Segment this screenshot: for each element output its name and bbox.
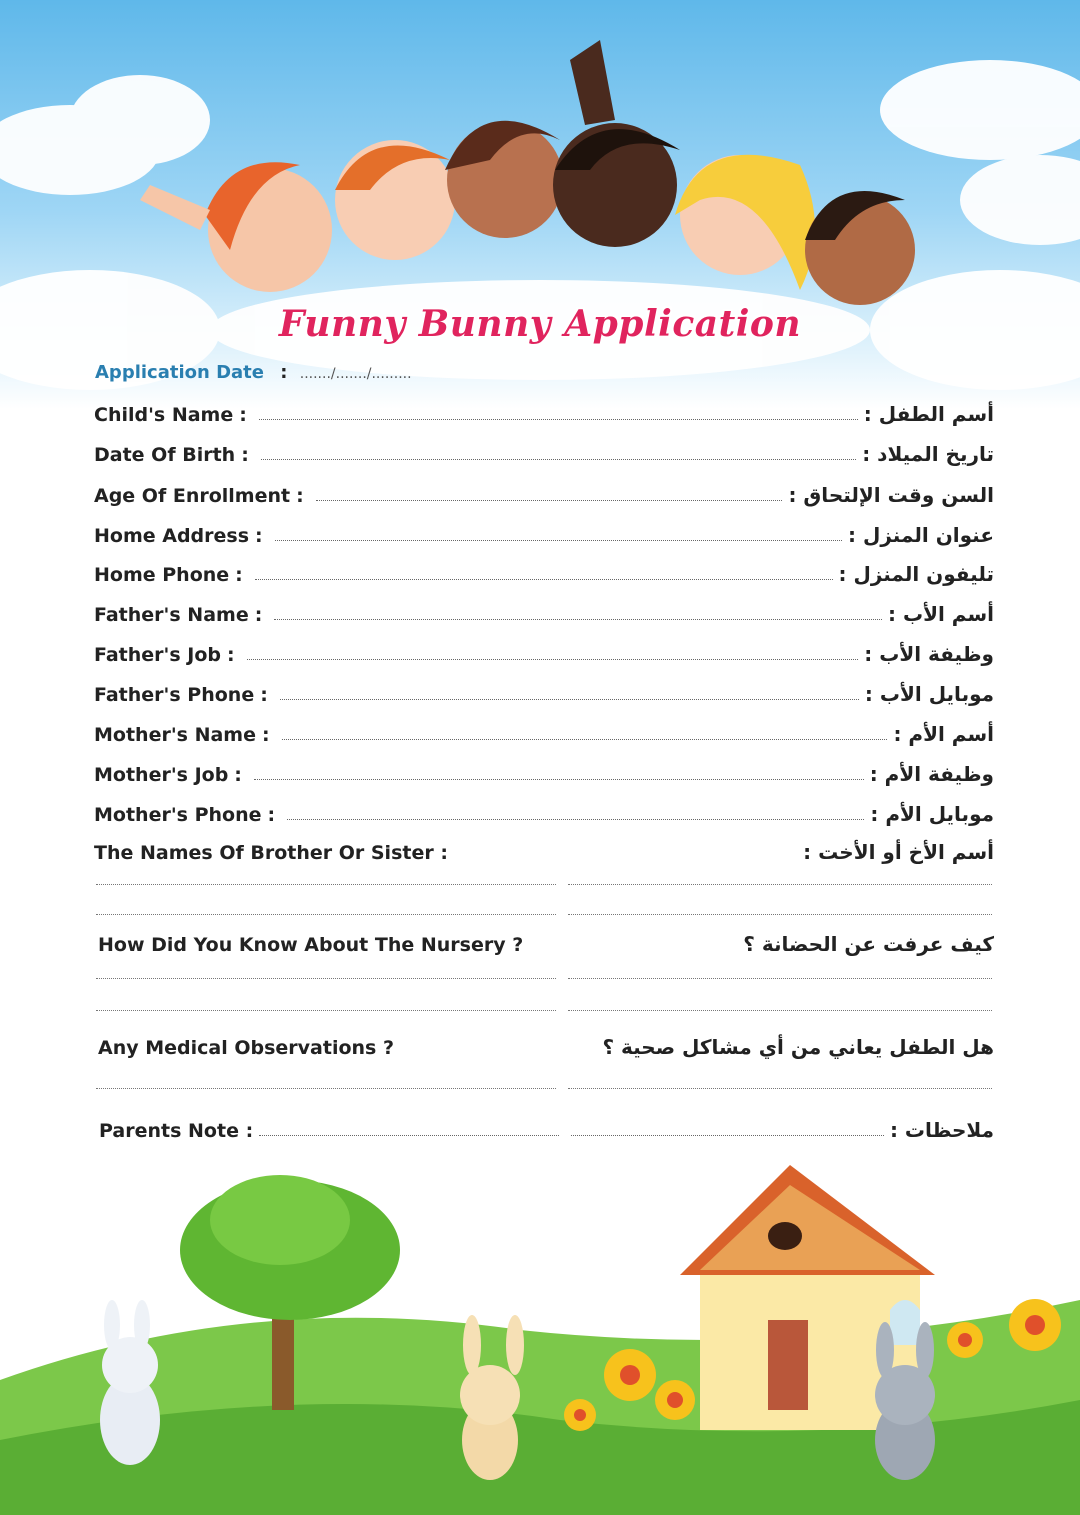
field-label-en: Home Phone [94,564,230,586]
field-label-ar: السن وقت الإلتحاق : [788,483,994,507]
field-input[interactable] [254,779,864,780]
application-date-field[interactable]: ......./......./......... [299,366,412,382]
colon: : [227,644,235,666]
field-row-date-of-birth [94,440,994,466]
medical-line[interactable] [568,1088,992,1089]
field-label-ar: وظيفة الأب : [864,642,994,666]
application-date-label: Application Date [95,362,264,383]
nursery-label-ar: كيف عرفت عن الحضانة ؟ [743,932,994,956]
colon: : [235,564,243,586]
notes-input[interactable] [259,1135,559,1136]
field-input[interactable] [282,739,888,740]
siblings-line[interactable] [96,884,556,885]
field-label-en: Date Of Birth [94,444,236,466]
field-input[interactable] [261,459,856,460]
field-label-en: Mother's Job [94,764,229,786]
field-row-childs-name [94,400,994,426]
field-label-ar: عنوان المنزل : [848,523,994,547]
field-label-ar: موبايل الأم : [870,802,994,826]
siblings-row [94,840,994,864]
field-label-ar: أسم الطفل : [863,402,994,426]
nursery-line[interactable] [96,1010,556,1011]
field-label-en: Father's Phone [94,684,255,706]
field-label-en: Home Address [94,525,250,547]
siblings-line[interactable] [568,914,992,915]
siblings-label-ar: أسم الأخ أو الأخت : [803,840,994,864]
siblings-label-en: The Names Of Brother Or Sister : [94,842,448,864]
children-illustration [140,40,915,305]
field-input[interactable] [287,819,864,820]
parents-note-row [99,1116,994,1142]
field-input[interactable] [316,500,783,501]
field-label-ar: أسم الأم : [893,722,994,746]
field-row-home-phone [94,560,994,586]
medical-label-ar: هل الطفل يعاني من أي مشاكل صحية ؟ [602,1035,994,1059]
field-row-home-address [94,521,994,547]
field-row-mothers-phone [94,800,994,826]
field-input[interactable] [275,540,842,541]
medical-line[interactable] [96,1088,556,1089]
field-label-ar: أسم الأب : [888,602,994,626]
field-row-mothers-name [94,720,994,746]
nursery-line[interactable] [96,978,556,979]
colon: : [260,684,268,706]
colon: : [234,764,242,786]
siblings-line[interactable] [568,884,992,885]
field-label-ar: تليفون المنزل : [838,562,994,586]
medical-question-row [98,1035,994,1059]
colon: : [255,525,263,547]
notes-label-ar: ملاحظات : [889,1118,994,1142]
field-label-en: Mother's Name [94,724,256,746]
field-input[interactable] [280,699,859,700]
nursery-label-en: How Did You Know About The Nursery ? [98,934,524,956]
application-date-colon: : [280,362,288,383]
colon: : [254,604,263,626]
field-label-ar: موبايل الأب : [864,682,994,706]
field-input[interactable] [274,619,882,620]
field-label-en: Mother's Phone [94,804,262,826]
application-date [95,362,412,383]
field-input[interactable] [255,579,833,580]
field-label-en: Father's Name [94,604,249,626]
field-label-en: Child's Name [94,404,234,426]
medical-label-en: Any Medical Observations ? [98,1037,394,1059]
notes-input[interactable] [571,1135,884,1136]
field-row-fathers-job [94,640,994,666]
field-row-fathers-name [94,600,994,626]
field-label-ar: تاريخ الميلاد : [862,442,994,466]
field-row-fathers-phone [94,680,994,706]
field-label-en: Father's Job [94,644,222,666]
field-row-mothers-job [94,760,994,786]
nursery-line[interactable] [568,1010,992,1011]
field-input[interactable] [247,659,859,660]
siblings-line[interactable] [96,914,556,915]
field-label-ar: وظيفة الأم : [869,762,994,786]
colon: : [296,485,304,507]
colon: : [261,724,270,746]
page-title: Funny Bunny Application [278,303,802,345]
field-input[interactable] [259,419,858,420]
notes-label-en: Parents Note : [99,1120,254,1142]
nursery-line[interactable] [568,978,992,979]
colon: : [267,804,276,826]
nursery-question-row [98,932,994,956]
field-label-en: Age Of Enrollment [94,485,291,507]
field-row-age-of-enrollment [94,481,994,507]
colon: : [239,404,247,426]
colon: : [241,444,249,466]
